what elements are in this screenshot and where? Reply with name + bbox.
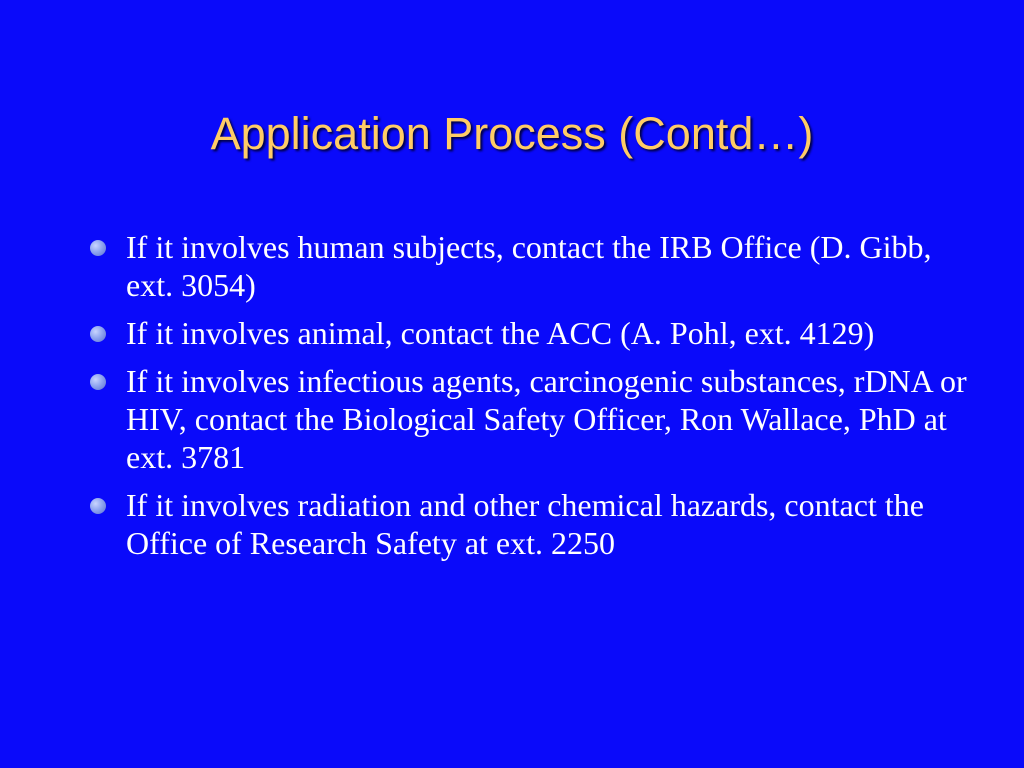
bullet-item: [90, 314, 970, 352]
bullet-dot-icon: [90, 326, 106, 342]
bullet-text: If it involves human subjects, contact the IRB Office (D. Gibb, ext. 3054): [126, 229, 932, 303]
bullet-list: [90, 228, 970, 572]
bullet-dot-icon: [90, 240, 106, 256]
bullet-dot-icon: [90, 374, 106, 390]
bullet-text: If it involves infectious agents, carcinogenic substances, rDNA or HIV, contact the Biological Safety Officer, Ron Wallace, PhD at ext. 3781: [126, 363, 967, 475]
bullet-item: [90, 362, 970, 476]
bullet-item: [90, 486, 970, 562]
slide-title: Application Process (Contd…): [210, 108, 814, 159]
bullet-text: If it involves radiation and other chemical hazards, contact the Office of Research Safety at ext. 2250: [126, 487, 924, 561]
bullet-text: If it involves animal, contact the ACC (A. Pohl, ext. 4129): [126, 315, 875, 351]
bullet-item: [90, 228, 970, 304]
bullet-dot-icon: [90, 498, 106, 514]
